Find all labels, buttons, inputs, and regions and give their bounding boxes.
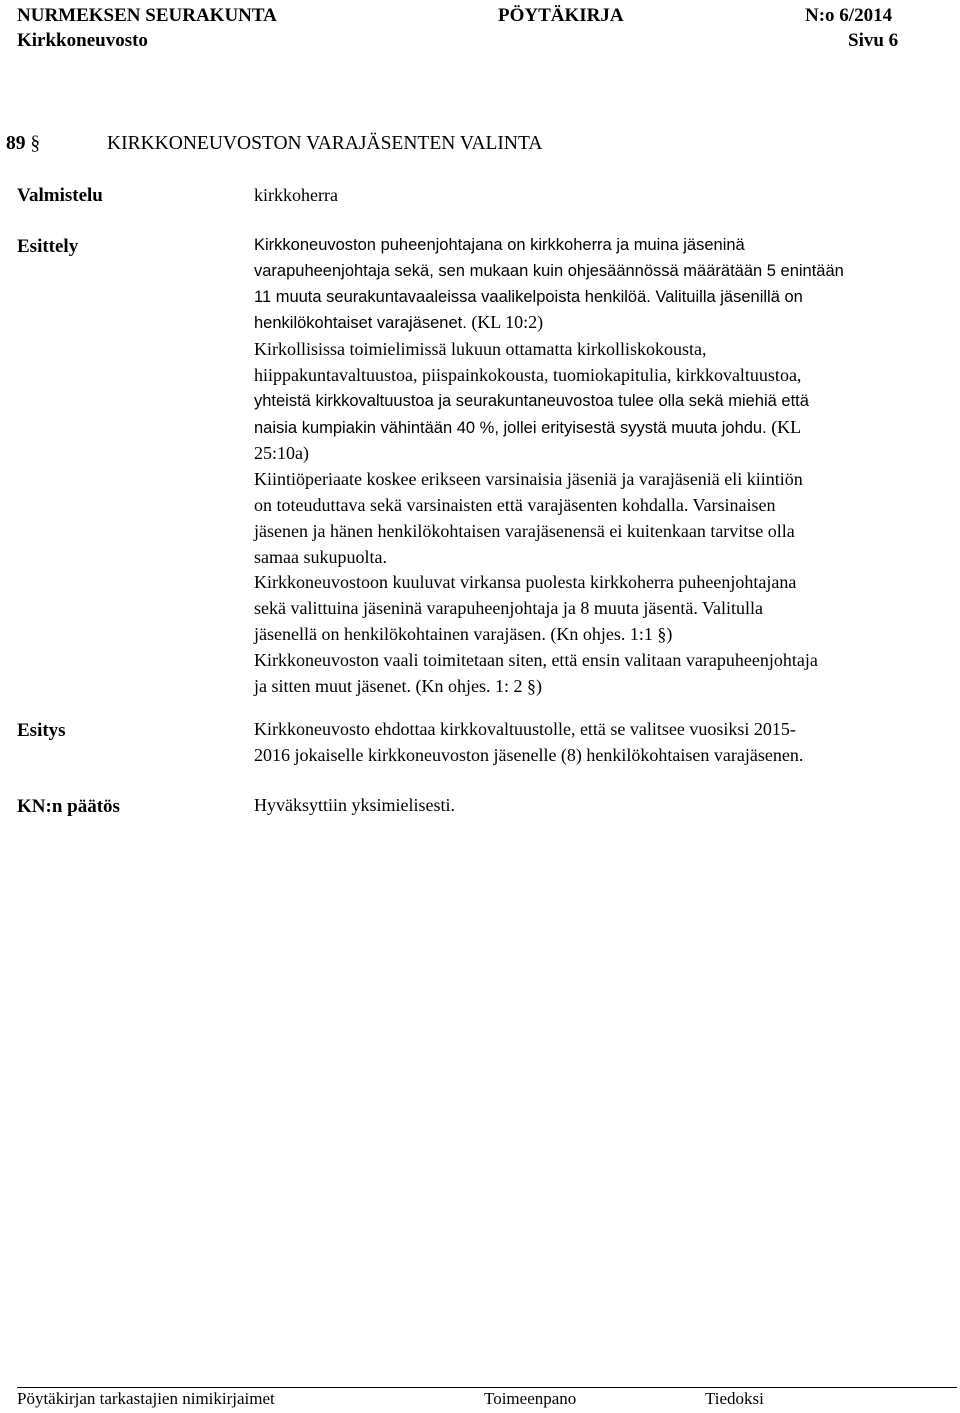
esittely-label: Esittely [17, 236, 79, 257]
esittely-line: 25:10a) [254, 443, 309, 464]
esittely-line: on toteuduttava sekä varsinaisten että varajäsenten kohdalla. Varsinaisen [254, 494, 776, 515]
footer-signatures: Pöytäkirjan tarkastajien nimikirjaimet [17, 1389, 275, 1408]
esittely-line: naisia kumpiakin vähintään 40 %, jollei erityisestä syystä muuta johdu. (KL [254, 416, 802, 437]
section-symbol: § [30, 133, 41, 154]
esittely-line: Kirkkoneuvoston vaali toimitetaan siten, että ensin valitaan varapuheenjohtaja [254, 649, 818, 670]
esittely-text [254, 233, 954, 699]
document-number: N:o 6/2014 [805, 5, 893, 26]
esitys-line: Kirkkoneuvosto ehdottaa kirkkovaltuustolle, että se valitsee vuosiksi 2015- [254, 719, 796, 739]
esittely-line: Kirkollisissa toimielimissä lukuun ottamatta kirkolliskokousta, [254, 339, 707, 360]
esittely-line: sekä valittuina jäseninä varapuheenjohtaja ja 8 muuta jäsentä. Valitulla [254, 598, 763, 619]
esittely-line: jäsenellä on henkilökohtainen varajäsen. (Kn ohjes. 1:1 §) [254, 623, 673, 644]
esittely-line: Kirkkoneuvoston puheenjohtajana on kirkkoherra ja muina jäseninä [254, 236, 745, 254]
esittely-line: varapuheenjohtaja sekä, sen mukaan kuin ohjesäännössä määrätään 5 enintään [254, 261, 844, 280]
footer-execution: Toimeenpano [484, 1389, 577, 1408]
esittely-line: Kiintiöperiaate koskee erikseen varsinaisia jäseniä ja varajäseniä eli kiintiön [254, 469, 803, 490]
section-title: KIRKKONEUVOSTON VARAJÄSENTEN VALINTA [107, 133, 543, 154]
section-number: 89 [6, 133, 26, 154]
esittely-line: ja sitten muut jäsenet. (Kn ohjes. 1: 2 §) [254, 675, 542, 696]
body-name: Kirkkoneuvosto [17, 30, 148, 51]
esittely-line: jäsenen ja hänen henkilökohtaisen varajäsenensä ei kuitenkaan tarvitse olla [254, 520, 795, 541]
esittely-line: hiippakuntavaltuustoa, piispainkokousta, tuomiokapitulia, kirkkovaltuustoa, [254, 364, 802, 385]
document-type: PÖYTÄKIRJA [498, 5, 624, 26]
esittely-line: henkilökohtaiset varajäsenet. (KL 10:2) [254, 312, 544, 333]
esitys-label: Esitys [17, 720, 66, 741]
valmistelu-label: Valmistelu [17, 185, 103, 206]
valmistelu-text: kirkkoherra [254, 185, 338, 205]
page-number: Sivu 6 [848, 30, 899, 51]
footer-notices: Tiedoksi [705, 1389, 764, 1408]
esitys-text [254, 717, 954, 769]
org-name: NURMEKSEN SEURAKUNTA [17, 5, 277, 26]
esitys-line: 2016 jokaiselle kirkkoneuvoston jäsenelle (8) henkilökohtaisen varajäsenen. [254, 744, 804, 765]
section-heading [6, 134, 542, 154]
esittely-line: Kirkkoneuvostoon kuuluvat virkansa puolesta kirkkoherra puheenjohtajana [254, 572, 797, 593]
paatos-label: KN:n päätös [17, 796, 120, 817]
paatos-text: Hyväksyttiin yksimielisesti. [254, 795, 455, 815]
footer-divider [17, 1387, 957, 1388]
esittely-line: 11 muuta seurakuntavaaleissa vaalikelpoista henkilöä. Valituilla jäsenillä on [254, 287, 803, 306]
esittely-line: yhteistä kirkkovaltuustoa ja seurakuntaneuvostoa tulee olla sekä miehiä että [254, 391, 809, 410]
esittely-line: samaa sukupuolta. [254, 546, 387, 567]
